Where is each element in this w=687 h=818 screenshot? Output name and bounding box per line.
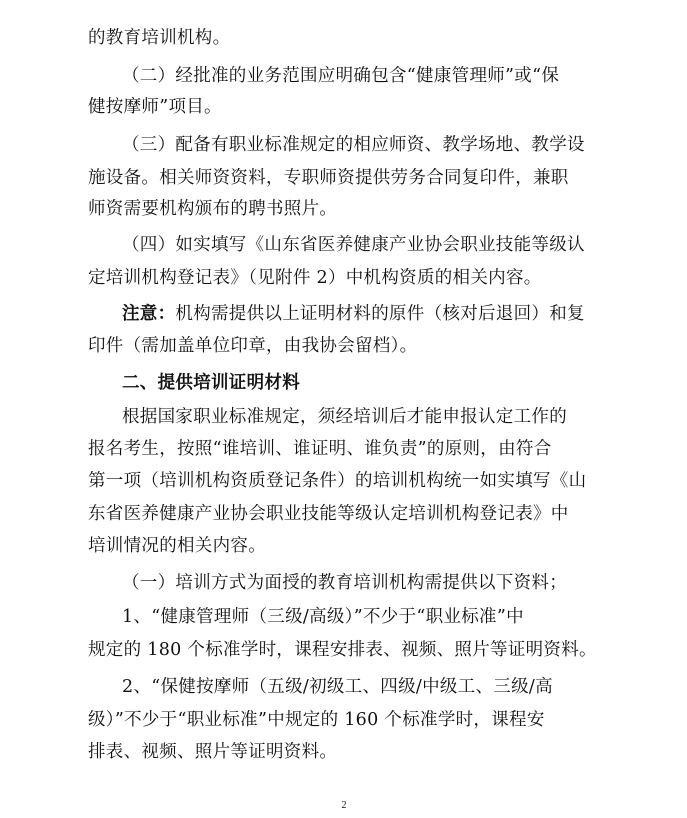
- body-line: 定培训机构登记表》（见附件 2）中机构资质的相关内容。: [88, 268, 542, 288]
- note-label: 注意：: [122, 304, 176, 324]
- body-line: （三）配备有职业标准规定的相应师资、教学场地、教学设: [122, 135, 585, 155]
- body-line: 健按摩师”项目。: [88, 97, 222, 117]
- body-line: 级）”不少于“职业标准”中规定的 160 个标准学时，课程安: [88, 710, 545, 730]
- body-line: （二）经批准的业务范围应明确包含“健康管理师”或“保: [122, 66, 560, 86]
- body-line: 培训情况的相关内容。: [88, 536, 266, 556]
- body-line: （四）如实填写《山东省医养健康产业协会职业技能等级认: [122, 235, 585, 255]
- body-line: （一）培训方式为面授的教育培训机构需提供以下资料；: [122, 573, 567, 593]
- body-line: 东省医养健康产业协会职业技能等级认定培训机构登记表》中: [88, 504, 569, 524]
- body-line: 2、“保健按摩师（五级/初级工、四级/中级工、三级/高: [122, 677, 553, 697]
- body-line: 根据国家职业标准规定，须经培训后才能申报认定工作的: [122, 407, 567, 427]
- body-line: 第一项（培训机构资质登记条件）的培训机构统一如实填写《山: [88, 471, 587, 491]
- body-line: 排表、视频、照片等证明资料。: [88, 742, 338, 762]
- body-line: 的教育培训机构。: [88, 28, 231, 48]
- section-heading: 二、提供培训证明材料: [122, 373, 300, 393]
- body-line: 规定的 180 个标准学时，课程安排表、视频、照片等证明资料。: [88, 640, 597, 660]
- note-text: 机构需提供以上证明材料的原件（核对后退回）和复: [175, 304, 585, 324]
- body-line: 报名考生，按照“谁培训、谁证明、谁负责”的原则，由符合: [88, 439, 552, 459]
- body-line: 施设备。相关师资资料，专职师资提供劳务合同复印件，兼职: [88, 168, 569, 188]
- body-line: 印件（需加盖单位印章，由我协会留档）。: [88, 336, 418, 356]
- body-line: 1、“健康管理师（三级/高级）”不少于“职业标准”中: [122, 607, 524, 627]
- page-number: 2: [341, 800, 347, 811]
- body-line: 师资需要机构颁布的聘书照片。: [88, 199, 338, 219]
- note-line: [122, 302, 585, 326]
